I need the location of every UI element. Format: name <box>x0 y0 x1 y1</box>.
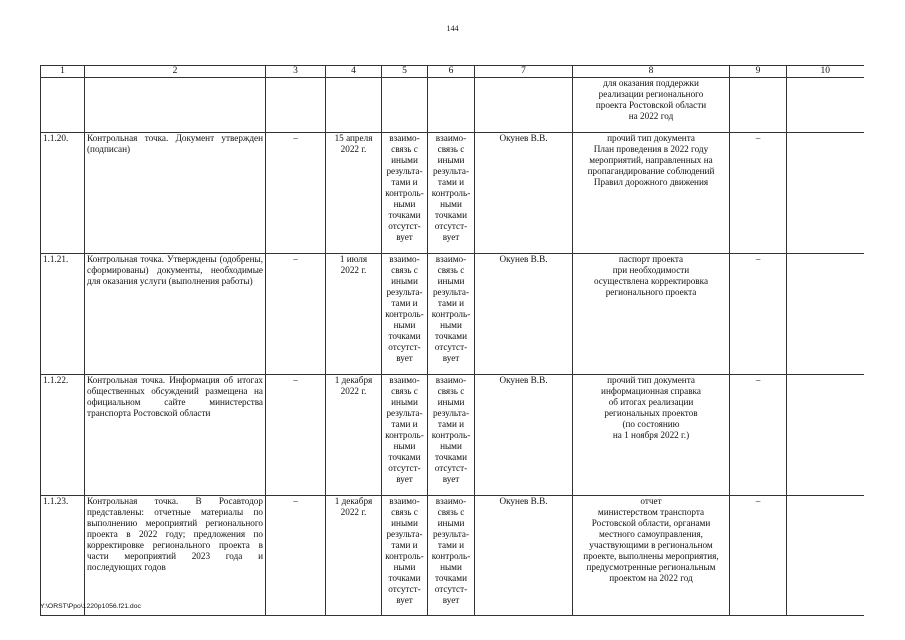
row-number: 1.1.23. <box>41 496 85 616</box>
relation-cell: взаимо- связь с иными результа- тами и контроль- ными точками отсутст- вует <box>428 254 475 375</box>
date-cell: 1 декабря 2022 г. <box>326 375 382 496</box>
date-cell: 15 апреля 2022 г. <box>326 133 382 254</box>
table-row <box>41 375 864 496</box>
page-number: 144 <box>446 24 459 33</box>
relation-cell: взаимо- связь с иными результа- тами и контроль- ными точками отсутст- вует <box>382 375 428 496</box>
header-col-4: 4 <box>326 66 382 78</box>
row-number: 1.1.22. <box>41 375 85 496</box>
relation-cell: взаимо- связь с иными результа- тами и контроль- ными точками отсутст- вует <box>428 496 475 616</box>
file-path-footer: Y:\ORST\Ppo\1220p1056.f21.doc <box>40 603 141 610</box>
relation-cell: взаимо- связь с иными результа- тами и контроль- ными точками отсутст- вует <box>428 133 475 254</box>
dash-cell: – <box>266 375 326 496</box>
responsible-cell: Окунев В.В. <box>475 375 573 496</box>
relation-cell: взаимо- связь с иными результа- тами и контроль- ными точками отсутст- вует <box>382 254 428 375</box>
relation-cell: взаимо- связь с иными результа- тами и контроль- ными точками отсутст- вует <box>382 133 428 254</box>
table-row <box>41 496 864 616</box>
dash-cell: – <box>266 133 326 254</box>
dash-cell: – <box>730 133 787 254</box>
document-table <box>40 65 864 616</box>
table-row <box>41 133 864 254</box>
header-col-8: 8 <box>573 66 730 78</box>
row-number: 1.1.21. <box>41 254 85 375</box>
document-type-cell: паспорт проекта при необходимости осуществлена корректировка регионального проекта <box>573 254 730 375</box>
dash-cell: – <box>730 496 787 616</box>
header-col-10: 10 <box>787 66 864 78</box>
header-col-3: 3 <box>266 66 326 78</box>
dash-cell: – <box>730 254 787 375</box>
continuation-document-cell: для оказания поддержки реализации регионального проекта Ростовской области на 2022 год <box>573 78 730 133</box>
control-point-text: Контрольная точка. Утверждены (одобрены, сформированы) документы, необходимые для оказания услуги (выполнения работы) <box>85 254 266 375</box>
dash-cell: – <box>266 496 326 616</box>
control-point-text: Контрольная точка. Информация об итогах общественных обсуждений размещена на официальном сайте министерства транспорта Ростовской области <box>85 375 266 496</box>
document-type-cell: прочий тип документа информационная справка об итогах реализации региональных проектов (по состоянию на 1 ноября 2022 г.) <box>573 375 730 496</box>
relation-cell: взаимо- связь с иными результа- тами и контроль- ными точками отсутст- вует <box>382 496 428 616</box>
header-col-5: 5 <box>382 66 428 78</box>
control-point-text: Контрольная точка. В Росавтодор представлены: отчетные материалы по выполнению мероприятий регионального проекта в 2022 году; предложения по корректировке регионального проекта в части мероприятий 2023 года и последующих годов <box>85 496 266 616</box>
continuation-row <box>41 78 864 133</box>
header-row <box>41 66 864 78</box>
document-type-cell: прочий тип документа План проведения в 2022 году мероприятий, направленных на пропагандирование соблюдений Правил дорожного движения <box>573 133 730 254</box>
dash-cell: – <box>266 254 326 375</box>
document-type-cell: отчет министерством транспорта Ростовской области, органами местного самоуправления, участвующими в региональном проекте, выполнены мероприятия, предусмотренные региональным проектом на 2022 год <box>573 496 730 616</box>
header-col-2: 2 <box>85 66 266 78</box>
date-cell: 1 декабря 2022 г. <box>326 496 382 616</box>
header-col-7: 7 <box>475 66 573 78</box>
relation-cell: взаимо- связь с иными результа- тами и контроль- ными точками отсутст- вует <box>428 375 475 496</box>
row-number: 1.1.20. <box>41 133 85 254</box>
header-col-9: 9 <box>730 66 787 78</box>
responsible-cell: Окунев В.В. <box>475 133 573 254</box>
responsible-cell: Окунев В.В. <box>475 496 573 616</box>
header-col-1: 1 <box>41 66 85 78</box>
date-cell: 1 июля 2022 г. <box>326 254 382 375</box>
header-col-6: 6 <box>428 66 475 78</box>
table-row <box>41 254 864 375</box>
responsible-cell: Окунев В.В. <box>475 254 573 375</box>
dash-cell: – <box>730 375 787 496</box>
control-point-text: Контрольная точка. Документ утвержден (подписан) <box>85 133 266 254</box>
